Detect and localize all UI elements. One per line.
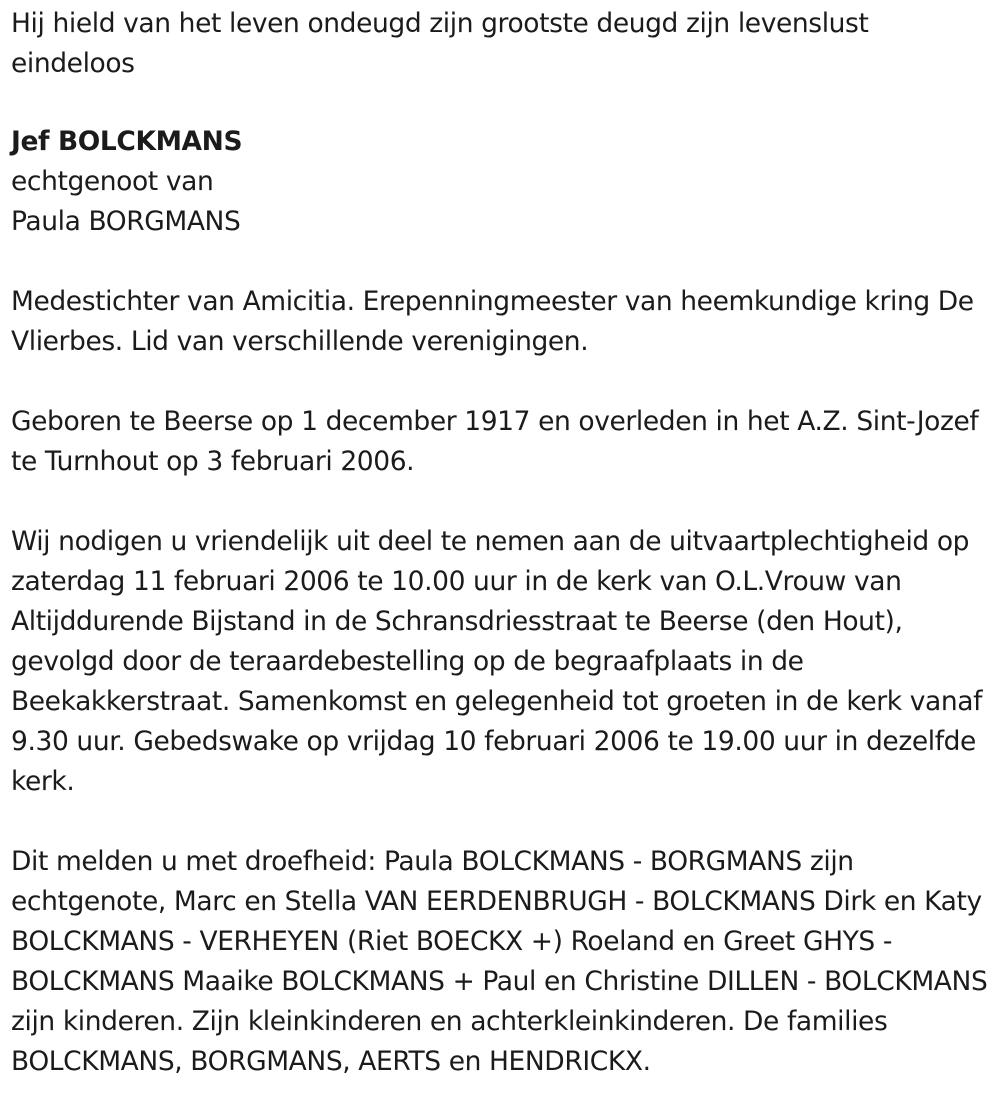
funeral-paragraph: Wij nodigen u vriendelijk uit deel te nemen aan de uitvaartplechtigheid op zaterdag 11 februari 2006 te 10.00 uur in de kerk van O.L.Vrouw van Altijddurende Bijstand in de Schransdriesstraat te Beerse (den Hout), gevolgd door de teraardebestelling op de begraafplaats in de Beekakkerstraat. Samenkomst en gelegenheid tot groeten in de kerk vanaf 9.30 uur. Gebedswake op vrijdag 10 februari 2006 te 19.00 uur in dezelfde kerk. bbox=[11, 526, 982, 797]
relation-text: echtgenoot van bbox=[11, 166, 214, 197]
motto-text: Hij hield van het leven ondeugd zijn grootste deugd zijn levenslust eindeloos bbox=[11, 8, 869, 79]
birth-death-paragraph: Geboren te Beerse op 1 december 1917 en overleden in het A.Z. Sint-Jozef te Turnhout op 3 februari 2006. bbox=[11, 406, 979, 477]
spouse-name: Paula BORGMANS bbox=[11, 206, 241, 237]
deceased-name: Jef BOLCKMANS bbox=[11, 126, 243, 157]
activities-paragraph: Medestichter van Amicitia. Erepenningmeester van heemkundige kring De Vlierbes. Lid van verschillende verenigingen. bbox=[11, 286, 974, 357]
family-paragraph: Dit melden u met droefheid: Paula BOLCKMANS - BORGMANS zijn echtgenote, Marc en Stella VAN EERDENBRUGH - BOLCKMANS Dirk en Katy BOLCKMANS - VERHEYEN (Riet BOECKX +) Roeland en Greet GHYS - BOLCKMANS Maaike BOLCKMANS + Paul en Christine DILLEN - BOLCKMANS zijn kinderen. Zijn kleinkinderen en achterkleinkinderen. De families BOLCKMANS, BORGMANS, AERTS en HENDRICKX. bbox=[11, 846, 988, 1077]
